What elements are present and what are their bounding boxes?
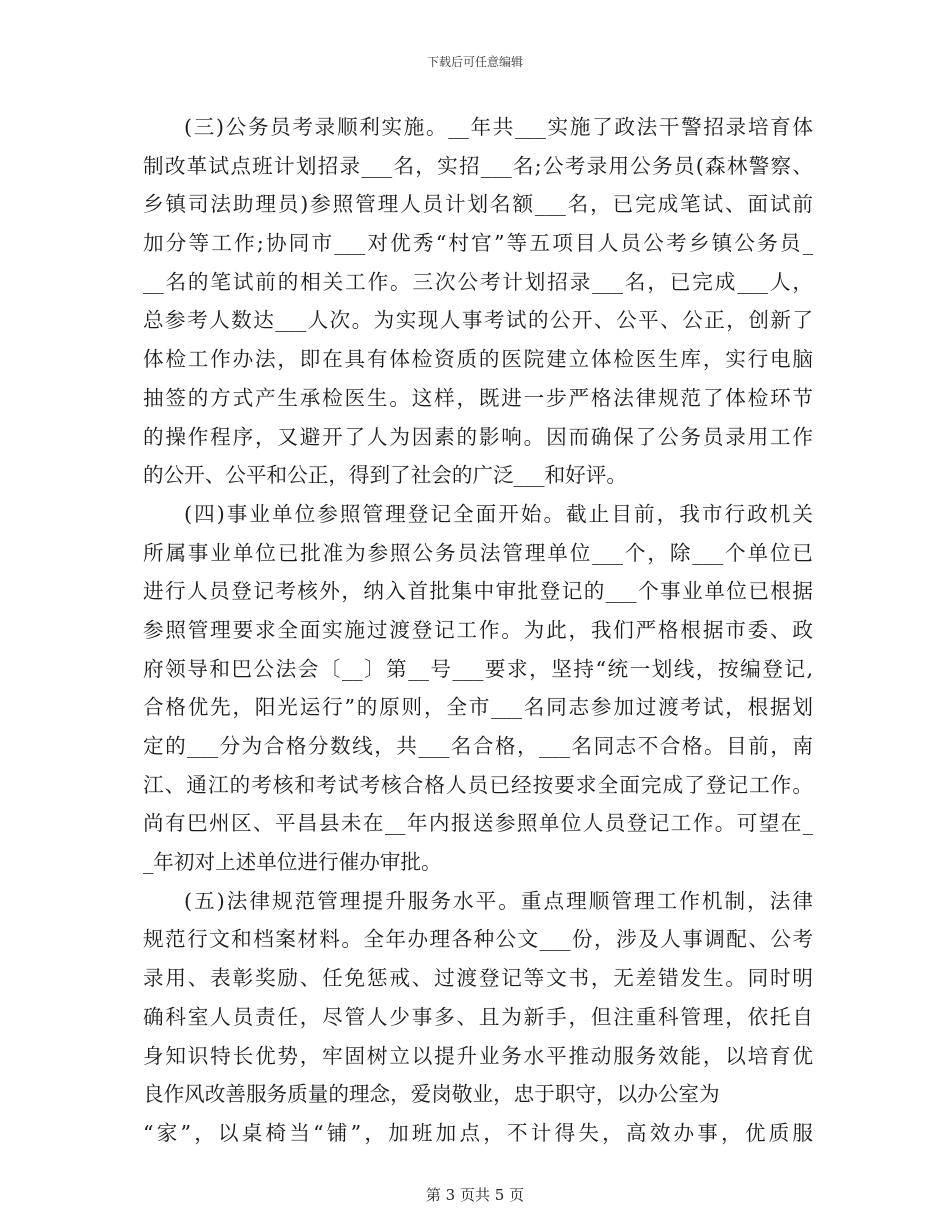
paragraph-line: 尚有巴州区、平昌县未在__年内报送参照单位人员登记工作。可望在_	[143, 811, 813, 836]
paragraph-line: 规范行文和档案材料。全年办理各种公文___份，涉及人事调配、公考	[143, 927, 813, 952]
paragraph-line: 定的___分为合格分数线，共___名合格，___名同志不合格。目前，南	[143, 734, 813, 758]
paragraph-line: 参照管理要求全面实施过渡登记工作。为此，我们严格根据市委、政	[143, 617, 813, 642]
paragraph-line: 制改革试点班计划招录___名，实招___名;公考录用公务员(森林警察、	[143, 153, 813, 178]
paragraph-line: 加分等工作;协同市___对优秀“村官”等五项目人员公考乡镇公务员_	[143, 231, 813, 256]
paragraph-line: 总参考人数达___人次。为实现人事考试的公开、公平、公正，创新了	[143, 308, 813, 333]
paragraph-line: (四)事业单位参照管理登记全面开始。截止目前，我市行政机关	[184, 501, 813, 526]
paragraph-line: 合格优先，阳光运行”的原则，全市___名同志参加过渡考试，根据划	[143, 695, 813, 720]
paragraph-line: 进行人员登记考核外，纳入首批集中审批登记的___个事业单位已根据	[143, 579, 813, 604]
paragraph-line: 录用、表彰奖励、任免惩戒、过渡登记等文书，无差错发生。同时明	[143, 966, 813, 991]
paragraph-line: 江、通江的考核和考试考核合格人员已经按要求全面完成了登记工作。	[143, 772, 813, 797]
paragraph-line: 的操作程序，又避开了人为因素的影响。因而确保了公务员录用工作	[143, 424, 813, 449]
paragraph-line: 府领导和巴公法会〔__〕第__号___要求，坚持“统一划线，按编登记,	[143, 656, 813, 681]
paragraph-line: (三)公务员考录顺利实施。__年共___实施了政法干警招录培育体	[184, 115, 813, 139]
paragraph-line: 抽签的方式产生承检医生。这样，既进一步严格法律规范了体检环节	[143, 385, 813, 410]
paragraph-line: _年初对上述单位进行催办审批。	[143, 850, 442, 875]
paragraph-line: 确科室人员责任，尽管人少事多、且为新手，但注重科管理，依托自	[143, 1004, 813, 1029]
paragraph-line: 体检工作办法，即在具有体检资质的医院建立体检医生库，实行电脑	[143, 347, 813, 372]
paragraph-line: 乡镇司法助理员)参照管理人员计划名额___名，已完成笔试、面试前	[143, 192, 813, 217]
document-body	[143, 108, 813, 1153]
paragraph-line: “家”，以桌椅当“铺”，加班加点，不计得失，高效办事，优质服	[143, 1120, 813, 1145]
page-number: 第 3 页共 5 页	[425, 1186, 525, 1204]
page-header: 下载后可任意编辑	[426, 55, 523, 69]
paragraph-line: 的公开、公平和公正，得到了社会的广泛___和好评。	[143, 463, 627, 488]
paragraph-line: 所属事业单位已批准为参照公务员法管理单位___个，除___个单位已	[143, 540, 813, 565]
paragraph-line: __名的笔试前的相关工作。三次公考计划招录___名，已完成___人，	[143, 269, 813, 294]
paragraph-line: (五)法律规范管理提升服务水平。重点理顺管理工作机制，法律	[184, 888, 813, 913]
paragraph-line: 身知识特长优势，牢固树立以提升业务水平推动服务效能，以培育优	[143, 1043, 813, 1068]
paragraph-line: 良作风改善服务质量的理念，爱岗敬业，忠于职守，以办公室为	[143, 1082, 720, 1107]
